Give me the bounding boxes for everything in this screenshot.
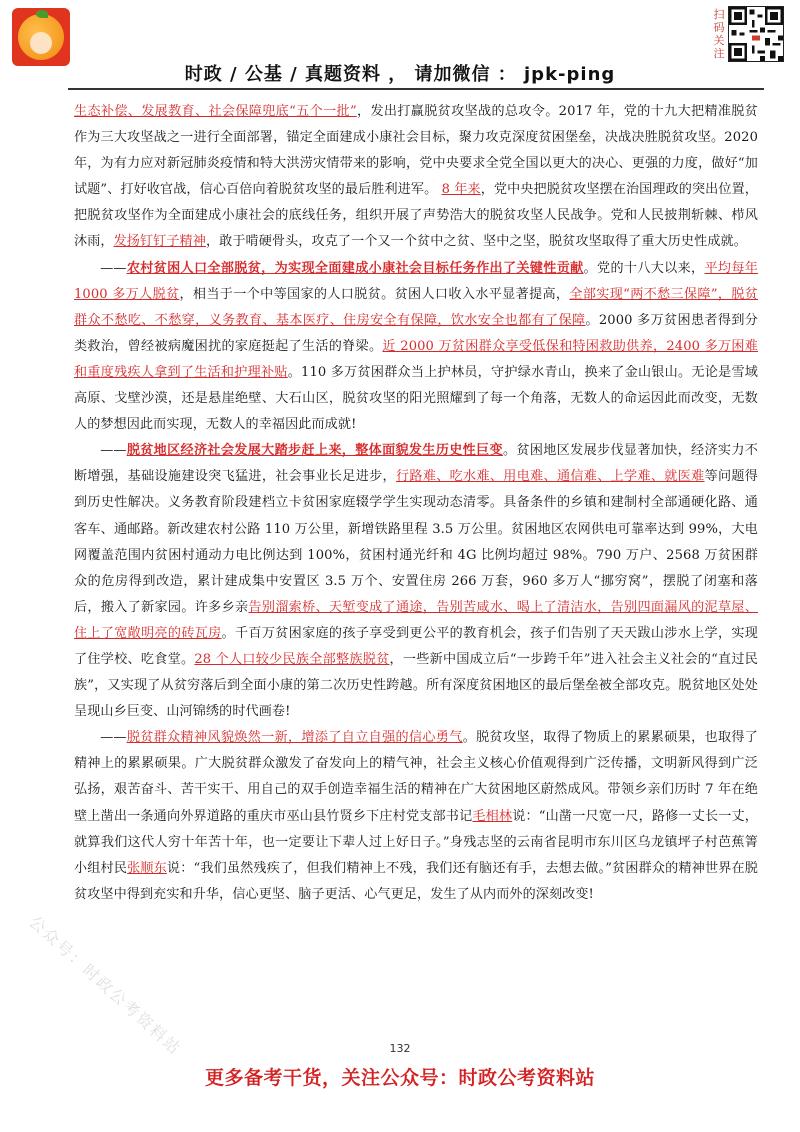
- text-run: 。脱贫攻坚，取得了物质上的累累硕果，也取得了精神上的累累硕果。广大脱贫群众激发了奋发向上的精气神，社会主义核心价值观得到广泛传播，文明新风得到广泛弘扬，艰苦奋斗、苦干实干、用自己的双手创造幸福生活的精神在广大贫困地区蔚然成风。带领乡亲们历时 7 年在绝壁上凿出一条通向外界道路的重庆市巫山县竹贤乡下庄村党支部书记: [74, 730, 759, 824]
- qr-code-icon[interactable]: [728, 6, 784, 62]
- highlighted-phrase: 农村贫困人口全部脱贫，为实现全面建成小康社会目标任务作出了关键性贡献: [126, 260, 584, 276]
- orange-mascot-logo: [12, 8, 70, 66]
- qr-label: 扫码关注: [713, 8, 725, 60]
- highlighted-phrase: 全部实现“两不愁三保障”，脱贫群众不愁吃、不愁穿，义务教育、基本医疗、住房安全有保障，饮水安全也都有了保障: [74, 286, 758, 328]
- footer-promo: 更多备考干货，关注公众号：时政公考资料站: [204, 1067, 595, 1089]
- highlighted-phrase: 告别溜索桥、天堑变成了通途，告别苦咸水、喝上了清洁水，告别四面漏风的泥草屋、住上了宽敞明亮的砖瓦房: [74, 599, 758, 641]
- paragraph: [74, 725, 758, 908]
- highlighted-phrase: 发扬钉钉子精神: [113, 234, 206, 250]
- highlighted-phrase: 28 个人口较少民族全部整族脱贫: [194, 651, 390, 667]
- text-run: ，一些新中国成立后“一步跨千年”进入社会主义社会的“直过民族”，又实现了从贫穷落后到全面小康的第二次历史性跨越。所有深度贫困地区的最后堡垒被全部攻克。脱贫地区处处呈现山乡巨变、山河锦绣的时代画卷!: [74, 651, 759, 720]
- text-run: 等问题得到历史性解决。义务教育阶段建档立卡贫困家庭辍学学生实现动态清零。具备条件的乡镇和建制村全部通硬化路、通客车、通邮路。新改建农村公路 110 万公里，新增铁路里程 3.5 万公里。贫困地区农网供电可靠率达到 99%，大电网覆盖范围内贫困村通动力电比例达到 100%，贫困村通光纤和 4G 比例均超过 98%。790 万户、2568 万贫困群众的危房得到改造，累计建成集中安置区 3.5 万个、安置住房 266 万套，960 多万人“挪穷窝”，摆脱了闭塞和落后，搬入了新家园。许多乡亲: [74, 469, 758, 615]
- text-run: ，敢于啃硬骨头，攻克了一个又一个贫中之贫、坚中之坚，脱贫攻坚取得了重大历史性成就。: [205, 234, 747, 250]
- text-run: 。贫困地区发展步伐显著加快，经济实力不断增强，基础设施建设突飞猛进，社会事业长足进步，: [74, 443, 758, 485]
- highlighted-phrase: 平均每年 1000 多万人脱贫: [74, 260, 758, 302]
- text-run: 。千百万贫困家庭的孩子享受到更公平的教育机会，孩子们告别了天天跋山涉水上学，实现了住学校、吃食堂。: [74, 625, 758, 667]
- highlighted-phrase: 脱贫群众精神风貌焕然一新，增添了自立自强的信心勇气: [126, 730, 463, 746]
- highlighted-phrase: 近 2000 万贫困群众享受低保和特困救助供养，2400 多万困难和重度残疾人拿到了生活和护理补贴: [74, 338, 758, 380]
- highlighted-phrase: 毛相林: [472, 808, 513, 824]
- highlighted-phrase: 行路难、吃水难、用电难、通信难、上学难、就医难: [395, 469, 705, 485]
- text-run: ——: [100, 730, 127, 746]
- header-divider: [68, 88, 764, 90]
- text-run: 说：“我们虽然残疾了，但我们精神上不残，我们还有脑还有手，去想去做。”贫困群众的精神世界在脱贫攻坚中得到充实和升华，信心更坚、脑子更活、心气更足，发生了从内而外的深刻改变!: [74, 860, 758, 902]
- text-run: ——: [100, 443, 127, 459]
- text-run: ——: [100, 260, 127, 276]
- text-run: 。2000 多万贫困患者得到分类救治，曾经被病魔困扰的家庭挺起了生活的脊梁。: [74, 312, 758, 354]
- page-number: 132: [389, 1042, 411, 1055]
- text-run: ，发出打赢脱贫攻坚战的总攻令。2017 年，党的十九大把精准脱贫作为三大攻坚战之一进行全面部署，锚定全面建成小康社会目标，聚力攻克深度贫困堡垒，决战决胜脱贫攻坚。2020 年，为有力应对新冠肺炎疫情和特大洪涝灾情带来的影响，党中央要求全党全国以更大的决心、更强的力度，做好“加试题”、打好收官战，信心百倍向着脱贫攻坚的最后胜利进军。: [74, 104, 759, 198]
- text-run: ，相当于一个中等国家的人口脱贫。贫困人口收入水平显著提高，: [179, 286, 570, 302]
- paragraph: [74, 99, 758, 256]
- text-run: 说：“山凿一尺宽一尺，路修一丈长一丈，就算我们这代人穷十年苦十年，也一定要让下辈人过上好日子。”身残志坚的云南省昆明市东川区乌龙镇坪子村芭蕉箐小组村民: [74, 808, 759, 876]
- paragraph: [74, 256, 758, 439]
- highlighted-phrase: 8 年来: [441, 182, 481, 198]
- highlighted-phrase: 张顺东: [127, 860, 167, 876]
- watermark: 公众号：时政公考资料站: [25, 912, 186, 1059]
- text-run: ，党中央把脱贫攻坚摆在治国理政的突出位置，把脱贫攻坚作为全面建成小康社会的底线任务，组织开展了声势浩大的脱贫攻坚人民战争。党和人民披荆斩棘、栉风沐雨，: [74, 182, 758, 250]
- text-run: 。党的十八大以来，: [583, 260, 705, 276]
- highlighted-phrase: 脱贫地区经济社会发展大踏步赶上来，整体面貌发生历史性巨变: [126, 443, 503, 459]
- text-run: 。110 多万贫困群众当上护林员，守护绿水青山，换来了金山银山。无论是雪域高原、戈壁沙漠，还是悬崖绝壁、大石山区，脱贫攻坚的阳光照耀到了每一个角落，无数人的命运因此而改变，无数人的梦想因此而实现，无数人的幸福因此而成就!: [74, 364, 758, 433]
- highlighted-phrase: 生态补偿、发展教育、社会保障兜底“五个一批”: [74, 104, 357, 119]
- paragraph: [74, 438, 758, 725]
- contact-banner: 时政 / 公基 / 真题资料 ， 请加微信 ： jpk-ping: [184, 64, 616, 85]
- article-body: [74, 99, 758, 908]
